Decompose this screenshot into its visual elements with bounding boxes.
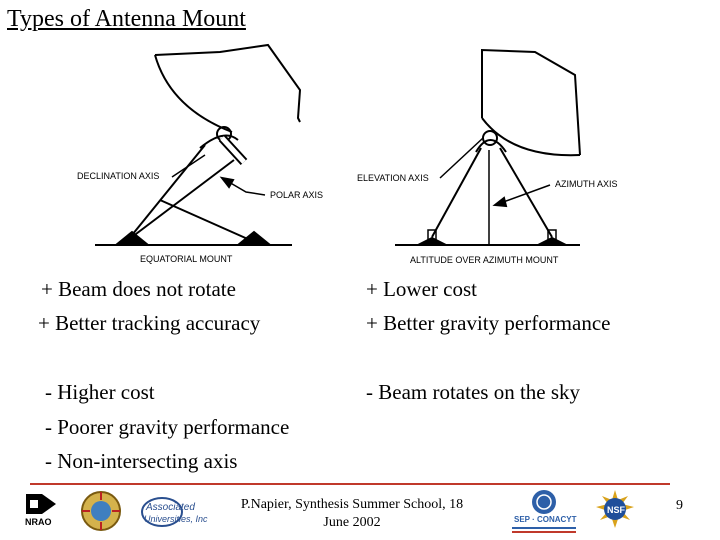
svg-text:NRAO: NRAO — [25, 517, 52, 527]
left-leg-1 — [128, 145, 205, 240]
nrao-logo — [22, 490, 62, 528]
right-pro-1: + Lower cost — [366, 277, 477, 301]
footer-rule — [30, 483, 670, 485]
altaz-mount-caption: ALTITUDE OVER AZIMUTH MOUNT — [410, 255, 559, 265]
declination-leader — [172, 155, 205, 177]
right-leg-right — [500, 148, 552, 237]
right-pro-2: + Better gravity performance — [366, 311, 611, 335]
nsf-logo — [594, 490, 636, 532]
left-con-1: - Higher cost — [45, 380, 155, 404]
svg-text:Universities, Inc: Universities, Inc — [144, 514, 208, 524]
azimuth-arrow-head — [495, 198, 506, 206]
left-leg-3 — [160, 200, 250, 240]
zia-seal-logo — [80, 490, 122, 532]
right-con-1: - Beam rotates on the sky — [366, 380, 581, 404]
polar-arrow-head — [222, 178, 233, 187]
left-con-2: - Poorer gravity performance — [45, 415, 290, 439]
associated-universities-logo — [140, 495, 220, 529]
altaz-mount-diagram — [395, 50, 580, 245]
left-con-3: - Non-intersecting axis — [45, 449, 238, 473]
footer-citation-line1: P.Napier, Synthesis Summer School, 18 — [240, 497, 464, 512]
sep-conacyt-logo — [498, 488, 590, 536]
equatorial-mount-caption: EQUATORIAL MOUNT — [140, 254, 233, 264]
footer-citation-line2: June 2002 — [323, 515, 381, 530]
left-pier-2 — [238, 232, 270, 245]
svg-text:Associated: Associated — [146, 502, 195, 513]
page-number: 9 — [676, 498, 683, 513]
slide-title: Types of Antenna Mount — [7, 6, 246, 32]
azimuth-axis-label: AZIMUTH AXIS — [555, 179, 618, 189]
left-pier-1 — [116, 232, 148, 245]
right-leg-left — [432, 148, 481, 237]
polar-axis-label: POLAR AXIS — [270, 190, 324, 200]
footer-citation — [222, 496, 482, 532]
svg-text:NSF: NSF — [607, 505, 625, 515]
right-dish-pivot — [483, 131, 497, 145]
declination-axis-label: DECLINATION AXIS — [77, 171, 160, 181]
left-dish-curve — [155, 55, 232, 132]
elevation-axis-label: ELEVATION AXIS — [357, 173, 429, 183]
right-rail-left — [418, 238, 446, 245]
equatorial-mount-diagram — [95, 45, 300, 245]
left-pro-2: + Better tracking accuracy — [38, 311, 261, 335]
svg-text:SEP · CONACYT: SEP · CONACYT — [514, 515, 577, 524]
left-pro-1: + Beam does not rotate — [41, 277, 236, 301]
left-dish-frame — [155, 45, 300, 122]
right-rail-right — [538, 238, 566, 245]
